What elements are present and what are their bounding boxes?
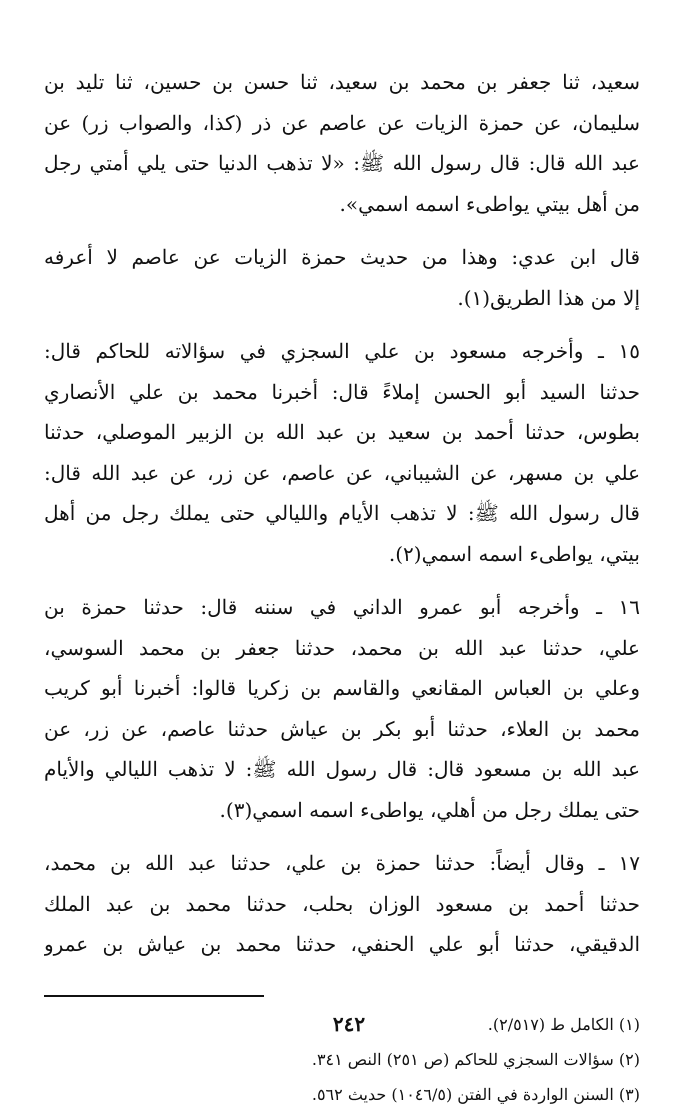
text-line: حدثنا أحمد بن مسعود الوزان بحلب، حدثنا محمد بن عبد الملك bbox=[44, 891, 640, 916]
footnote: (١) الكامل ط (٢/٥١٧). bbox=[487, 1014, 640, 1034]
text-line: قال رسول الله ﷺ: لا تذهب الأيام والليالي حتى يملك رجل من أهل bbox=[44, 501, 640, 525]
text-line: وعلي بن العباس المقانعي والقاسم بن زكريا قالوا: أخبرنا أبو كريب bbox=[44, 676, 640, 700]
text-line: من أهل بيتي يواطىء اسمه اسمي». bbox=[339, 191, 640, 216]
text-line: سليمان، عن حمزة الزيات عن عاصم عن ذر (كذا، والصواب زر) عن bbox=[44, 110, 640, 135]
paragraph-1 bbox=[44, 62, 640, 224]
footnote: (٢) سؤالات السجزي للحاكم (ص ٢٥١) النص ٣٤١. bbox=[311, 1049, 640, 1069]
paragraph-gap bbox=[44, 830, 640, 843]
paragraph-gap bbox=[44, 224, 640, 237]
paragraph-4 bbox=[44, 587, 640, 830]
page-number: ٢٤٢ bbox=[332, 1012, 366, 1036]
text-line: علي بن مسهر، عن الشيباني، عن عاصم، عن زر، عن عبد الله قال: bbox=[44, 460, 640, 485]
text-line: بطوس، حدثنا أحمد بن سعيد بن عبد الله بن الزبير الموصلي، حدثنا bbox=[44, 420, 640, 444]
paragraph-gap bbox=[44, 318, 640, 331]
paragraph-2 bbox=[44, 237, 640, 318]
text-line: الدقيقي، حدثنا أبو علي الحنفي، حدثنا محمد بن عياش بن عمرو bbox=[44, 932, 640, 956]
text-line: عبد الله بن مسعود قال: قال رسول الله ﷺ: لا تذهب الليالي والأيام bbox=[44, 757, 640, 781]
text-line: إلا من هذا الطريق(١). bbox=[457, 285, 640, 310]
text-line: سعيد، ثنا جعفر بن محمد بن سعيد، ثنا حسن بن حسين، ثنا تليد بن bbox=[44, 70, 640, 94]
paragraph-5 bbox=[44, 843, 640, 965]
footnote: (٣) السنن الواردة في الفتن (١٠٤٦/٥) حديث ٥٦٢. bbox=[311, 1084, 640, 1104]
text-line: علي، حدثنا عبد الله بن محمد، حدثنا جعفر بن محمد السوسي، bbox=[44, 635, 640, 660]
text-line: قال ابن عدي: وهذا من حديث حمزة الزيات عن عاصم لا أعرفه bbox=[44, 245, 640, 269]
text-line: ١٥ ـ وأخرجه مسعود بن علي السجزي في سؤالاته للحاكم قال: bbox=[44, 339, 640, 363]
text-line: ١٦ ـ وأخرجه أبو عمرو الداني في سننه قال: حدثنا حمزة بن bbox=[44, 595, 640, 619]
text-line: عبد الله قال: قال رسول الله ﷺ: «لا تذهب الدنيا حتى يلي أمتي رجل bbox=[44, 151, 640, 175]
text-line: ١٧ ـ وقال أيضاً: حدثنا حمزة بن علي، حدثنا عبد الله بن محمد، bbox=[44, 851, 640, 875]
footnote-divider bbox=[44, 995, 264, 997]
text-line: بيتي، يواطىء اسمه اسمي(٢). bbox=[388, 541, 640, 566]
text-line: حتى يملك رجل من أهلي، يواطىء اسمه اسمي(٣). bbox=[219, 797, 640, 822]
paragraph-3 bbox=[44, 331, 640, 574]
text-line: حدثنا السيد أبو الحسن إملاءً قال: أخبرنا محمد بن علي الأنصاري bbox=[44, 379, 640, 404]
paragraph-gap bbox=[44, 574, 640, 587]
text-line: محمد بن العلاء، حدثنا أبو بكر بن عياش حدثنا عاصم، عن زر، عن bbox=[44, 716, 640, 741]
